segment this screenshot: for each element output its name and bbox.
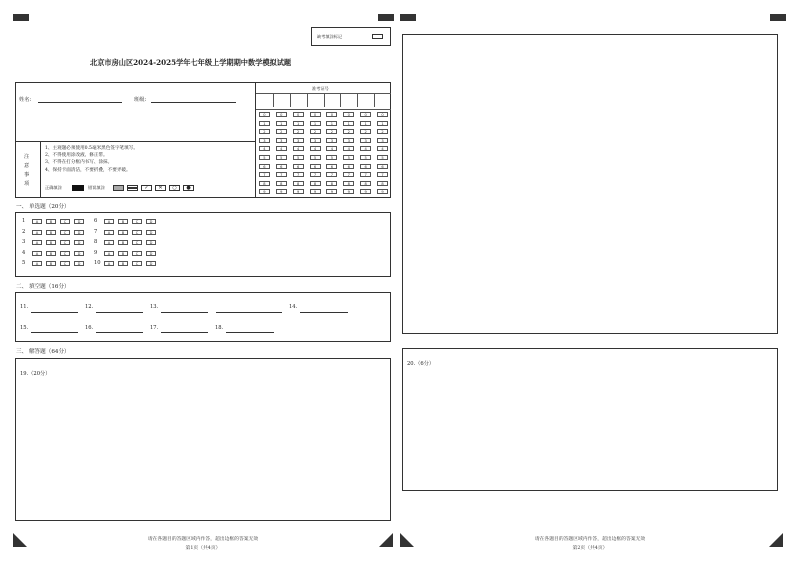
alignment-mark-top-center-right	[400, 14, 416, 21]
ticket-digit-bubble[interactable]: 6	[360, 164, 371, 169]
choice-option-bubble[interactable]: A	[32, 219, 42, 224]
choice-option-bubble[interactable]: B	[46, 261, 56, 266]
choice-option-bubble[interactable]: B	[46, 251, 56, 256]
choice-answer-area	[15, 212, 391, 277]
notice-item: 3、不得在打分框内书写、涂抹。	[45, 160, 113, 166]
ticket-digit-bubble[interactable]: 4	[377, 146, 388, 151]
choice-option-bubble[interactable]: C	[132, 219, 142, 224]
fill-question-number: 16.	[85, 325, 94, 331]
ticket-digit-bubble[interactable]: 8	[360, 181, 371, 186]
ticket-digit-bubble[interactable]: 1	[326, 121, 337, 126]
ticket-digit-bubble[interactable]: 2	[326, 129, 337, 134]
alignment-mark-top-left	[13, 14, 29, 21]
ticket-digit-bubble[interactable]: 3	[326, 138, 337, 143]
ticket-digit-bubble[interactable]: 3	[343, 138, 354, 143]
fill-answer-line[interactable]	[300, 312, 348, 313]
ticket-digit-bubble[interactable]: 8	[377, 181, 388, 186]
ticket-digit-bubble[interactable]: 2	[377, 129, 388, 134]
choice-question-number: 4	[22, 249, 26, 256]
continued-answer-area[interactable]	[402, 34, 778, 334]
choice-option-bubble[interactable]: D	[146, 219, 156, 224]
ticket-digit-bubble[interactable]: 1	[377, 121, 388, 126]
choice-option-bubble[interactable]: D	[146, 240, 156, 245]
wrong-fill-label: 错误填涂	[88, 185, 105, 190]
ticket-digit-bubble[interactable]: 3	[310, 138, 321, 143]
q20-label: 20.（6分）	[407, 361, 435, 367]
q20-answer-area[interactable]	[402, 348, 778, 491]
ticket-digit-bubble[interactable]: 5	[259, 155, 270, 160]
choice-option-bubble[interactable]: C	[60, 261, 70, 266]
ticket-digit-write-cell[interactable]	[273, 93, 290, 109]
choice-question-number: 6	[94, 218, 98, 224]
fill-question-number: 18.	[215, 325, 224, 331]
ticket-digit-bubble[interactable]: 0	[259, 112, 270, 117]
ticket-digit-bubble[interactable]: 8	[343, 181, 354, 186]
choice-option-bubble[interactable]: A	[104, 219, 114, 224]
choice-option-bubble[interactable]: D	[146, 230, 156, 235]
q19-answer-area[interactable]	[15, 358, 391, 521]
ticket-digit-bubble[interactable]: 8	[276, 181, 287, 186]
ticket-digit-bubble[interactable]: 8	[326, 181, 337, 186]
ticket-digit-bubble[interactable]: 7	[377, 172, 388, 177]
ticket-digit-bubble[interactable]: 0	[326, 112, 337, 117]
choice-option-bubble[interactable]: C	[60, 219, 70, 224]
ticket-digit-bubble[interactable]: 7	[276, 172, 287, 177]
ticket-digit-bubble[interactable]: 5	[326, 155, 337, 160]
footer-notice-page2: 请在各题目的答题区域内作答，超出边框的答案无效	[534, 537, 646, 542]
alignment-mark-top-center-left	[378, 14, 394, 21]
choice-question-number: 3	[22, 239, 26, 246]
ticket-digit-bubble[interactable]: 9	[377, 189, 388, 194]
fill-answer-line[interactable]	[161, 332, 208, 333]
ticket-digit-bubble[interactable]: 7	[343, 172, 354, 177]
ticket-digit-bubble[interactable]: 9	[310, 189, 321, 194]
ticket-digit-write-cell[interactable]	[324, 93, 341, 109]
wrong-fill-sample-bar	[127, 185, 138, 191]
ticket-digit-bubble[interactable]: 0	[310, 112, 321, 117]
ticket-digit-bubble[interactable]: 6	[310, 164, 321, 169]
ticket-digit-bubble[interactable]: 0	[343, 112, 354, 117]
fill-answer-line[interactable]	[216, 312, 282, 313]
wrong-fill-sample-gray	[113, 185, 124, 191]
choice-option-bubble[interactable]: B	[118, 240, 128, 245]
ticket-digit-bubble[interactable]: 7	[293, 172, 304, 177]
ticket-digit-bubble[interactable]: 8	[293, 181, 304, 186]
ticket-digit-bubble[interactable]: 7	[310, 172, 321, 177]
ticket-digit-bubble[interactable]: 1	[293, 121, 304, 126]
ticket-digit-bubble[interactable]: 4	[276, 146, 287, 151]
choice-option-bubble[interactable]: B	[46, 219, 56, 224]
fill-question-number: 15.	[20, 325, 29, 331]
ticket-digit-bubble[interactable]: 4	[326, 146, 337, 151]
name-field[interactable]	[38, 102, 122, 103]
absent-mark-box	[311, 27, 391, 46]
wrong-fill-sample-cross: ✕	[155, 185, 166, 191]
notice-item: 4、保持卡面清洁，不要折叠，不要弄破。	[45, 167, 131, 173]
choice-option-bubble[interactable]: B	[46, 240, 56, 245]
ticket-digit-write-cell[interactable]	[374, 93, 391, 109]
choice-option-bubble[interactable]: D	[74, 251, 84, 256]
ticket-digit-write-cell[interactable]	[307, 93, 324, 109]
ticket-digit-bubble[interactable]: 2	[293, 129, 304, 134]
ticket-digit-bubble[interactable]: 1	[360, 121, 371, 126]
choice-option-bubble[interactable]: D	[74, 219, 84, 224]
ticket-digit-bubble[interactable]: 2	[259, 129, 270, 134]
section-heading-answer: 三、 解答题（64分）	[16, 349, 70, 355]
alignment-mark-top-right	[770, 14, 786, 21]
choice-option-bubble[interactable]: D	[146, 251, 156, 256]
fill-question-number: 13.	[150, 304, 159, 310]
exam-title: 北京市房山区2024-2025学年七年级上学期期中数学模拟试题	[90, 58, 292, 67]
ticket-digit-bubble[interactable]: 5	[343, 155, 354, 160]
q19-label: 19.（20分）	[20, 371, 51, 377]
ticket-digit-bubble[interactable]: 6	[293, 164, 304, 169]
class-field[interactable]	[151, 102, 236, 103]
choice-option-bubble[interactable]: A	[104, 230, 114, 235]
choice-option-bubble[interactable]: B	[46, 230, 56, 235]
choice-question-number: 5	[22, 260, 26, 267]
ticket-digit-bubble[interactable]: 6	[326, 164, 337, 169]
ticket-digit-write-cell[interactable]	[357, 93, 374, 109]
ticket-digit-bubble[interactable]: 1	[259, 121, 270, 126]
wrong-fill-sample-dot: ●	[183, 185, 194, 191]
ticket-digit-bubble[interactable]: 9	[276, 189, 287, 194]
choice-question-number: 2	[22, 228, 26, 235]
ticket-digit-bubble[interactable]: 6	[259, 164, 270, 169]
wrong-fill-sample-check: ✓	[141, 185, 152, 191]
choice-question-number: 1	[22, 218, 26, 224]
ticket-number-grid	[256, 83, 391, 198]
ticket-digit-bubble[interactable]: 9	[259, 189, 270, 194]
choice-option-bubble[interactable]: C	[60, 230, 70, 235]
notice-list	[45, 145, 138, 174]
choice-option-bubble[interactable]: A	[32, 230, 42, 235]
ticket-digit-bubble[interactable]: 6	[276, 164, 287, 169]
ticket-digit-bubble[interactable]: 3	[293, 138, 304, 143]
choice-option-bubble[interactable]: C	[132, 230, 142, 235]
choice-option-bubble[interactable]: A	[32, 251, 42, 256]
footer-notice-page1: 请在各题目的答题区域内作答，超出边框的答案无效	[147, 537, 259, 542]
choice-question-number: 10	[94, 260, 101, 267]
section-heading-choice: 一、 单选题（20分）	[16, 204, 70, 210]
fill-question-number: 12.	[85, 304, 94, 310]
choice-option-bubble[interactable]: D	[146, 261, 156, 266]
ticket-digit-bubble[interactable]: 8	[310, 181, 321, 186]
ticket-digit-bubble[interactable]: 4	[360, 146, 371, 151]
ticket-digit-bubble[interactable]: 0	[276, 112, 287, 117]
fill-answer-line[interactable]	[96, 332, 143, 333]
ticket-digit-bubble[interactable]: 1	[343, 121, 354, 126]
ticket-digit-bubble[interactable]: 2	[310, 129, 321, 134]
ticket-digit-bubble[interactable]: 4	[259, 146, 270, 151]
choice-option-bubble[interactable]: B	[118, 230, 128, 235]
choice-option-bubble[interactable]: A	[104, 251, 114, 256]
notice-heading: 注 意 事 项	[24, 154, 30, 187]
choice-question-number: 7	[94, 228, 98, 235]
section-heading-fill: 二、 填空题（16分）	[16, 284, 70, 290]
fill-answer-line[interactable]	[31, 312, 78, 313]
ticket-digit-bubble[interactable]: 2	[360, 129, 371, 134]
ticket-label: 准考证号	[312, 86, 329, 91]
choice-question-number: 8	[94, 239, 98, 246]
choice-option-bubble[interactable]: C	[60, 240, 70, 245]
ticket-digit-bubble[interactable]: 7	[360, 172, 371, 177]
ticket-digit-bubble[interactable]: 7	[259, 172, 270, 177]
choice-option-bubble[interactable]: B	[118, 251, 128, 256]
fill-question-number: 11.	[20, 304, 29, 310]
choice-option-bubble[interactable]: A	[104, 240, 114, 245]
ticket-digit-write-cell[interactable]	[256, 93, 273, 109]
fill-answer-line[interactable]	[161, 312, 208, 313]
ticket-digit-bubble[interactable]: 4	[310, 146, 321, 151]
choice-option-bubble[interactable]: C	[132, 251, 142, 256]
notice-item: 2、不得使用涂改液、修正带。	[45, 153, 108, 159]
page-number-1: 第1页（共4页）	[185, 546, 221, 551]
ticket-digit-bubble[interactable]: 3	[360, 138, 371, 143]
ticket-digit-bubble[interactable]: 0	[377, 112, 388, 117]
ticket-digit-bubble[interactable]: 1	[310, 121, 321, 126]
fill-question-number: 14.	[289, 304, 298, 310]
correct-fill-label: 正确填涂	[45, 185, 62, 190]
ticket-digit-bubble[interactable]: 5	[276, 155, 287, 160]
name-label: 姓名:	[19, 97, 32, 103]
ticket-digit-bubble[interactable]: 5	[360, 155, 371, 160]
ticket-digit-bubble[interactable]: 2	[343, 129, 354, 134]
ticket-digit-bubble[interactable]: 9	[293, 189, 304, 194]
fill-answer-line[interactable]	[226, 332, 274, 333]
choice-option-bubble[interactable]: A	[104, 261, 114, 266]
ticket-digit-bubble[interactable]: 7	[326, 172, 337, 177]
student-info-block	[15, 82, 391, 198]
fill-question-number: 17.	[150, 325, 159, 331]
ticket-digit-bubble[interactable]: 3	[377, 138, 388, 143]
choice-question-number: 9	[94, 249, 98, 256]
choice-option-bubble[interactable]: A	[32, 240, 42, 245]
choice-option-bubble[interactable]: B	[118, 219, 128, 224]
ticket-digit-bubble[interactable]: 9	[326, 189, 337, 194]
class-label: 班级:	[134, 97, 147, 103]
fill-answer-line[interactable]	[31, 332, 78, 333]
wrong-fill-sample-circle: ○	[169, 185, 180, 191]
choice-option-bubble[interactable]: C	[132, 240, 142, 245]
ticket-digit-bubble[interactable]: 1	[276, 121, 287, 126]
ticket-digit-bubble[interactable]: 6	[377, 164, 388, 169]
choice-option-bubble[interactable]: A	[32, 261, 42, 266]
choice-option-bubble[interactable]: B	[118, 261, 128, 266]
choice-option-bubble[interactable]: D	[74, 240, 84, 245]
ticket-digit-bubble[interactable]: 9	[343, 189, 354, 194]
ticket-digit-bubble[interactable]: 3	[259, 138, 270, 143]
ticket-digit-bubble[interactable]: 6	[343, 164, 354, 169]
correct-fill-sample	[72, 185, 84, 191]
notice-item: 1、主观题必须使用0.5毫米黑色签字笔填写。	[45, 146, 138, 151]
ticket-digit-bubble[interactable]: 5	[293, 155, 304, 160]
ticket-digit-bubble[interactable]: 0	[360, 112, 371, 117]
ticket-digit-bubble[interactable]: 5	[377, 155, 388, 160]
choice-option-bubble[interactable]: C	[132, 261, 142, 266]
ticket-digit-bubble[interactable]: 2	[276, 129, 287, 134]
choice-option-bubble[interactable]: D	[74, 261, 84, 266]
choice-option-bubble[interactable]: D	[74, 230, 84, 235]
ticket-digit-bubble[interactable]: 9	[360, 189, 371, 194]
absent-mark-label: 缺考填涂标记	[317, 34, 343, 39]
ticket-digit-write-cell[interactable]	[340, 93, 357, 109]
ticket-digit-bubble[interactable]: 4	[293, 146, 304, 151]
choice-option-bubble[interactable]: C	[60, 251, 70, 256]
ticket-digit-bubble[interactable]: 5	[310, 155, 321, 160]
ticket-digit-bubble[interactable]: 4	[343, 146, 354, 151]
ticket-digit-bubble[interactable]: 0	[293, 112, 304, 117]
ticket-digit-bubble[interactable]: 8	[259, 181, 270, 186]
ticket-digit-write-cell[interactable]	[290, 93, 307, 109]
absent-mark-bubble[interactable]	[372, 34, 383, 39]
fill-answer-line[interactable]	[96, 312, 143, 313]
ticket-digit-bubble[interactable]: 3	[276, 138, 287, 143]
fill-answer-area	[15, 292, 391, 342]
page-number-2: 第2页（共4页）	[572, 546, 608, 551]
